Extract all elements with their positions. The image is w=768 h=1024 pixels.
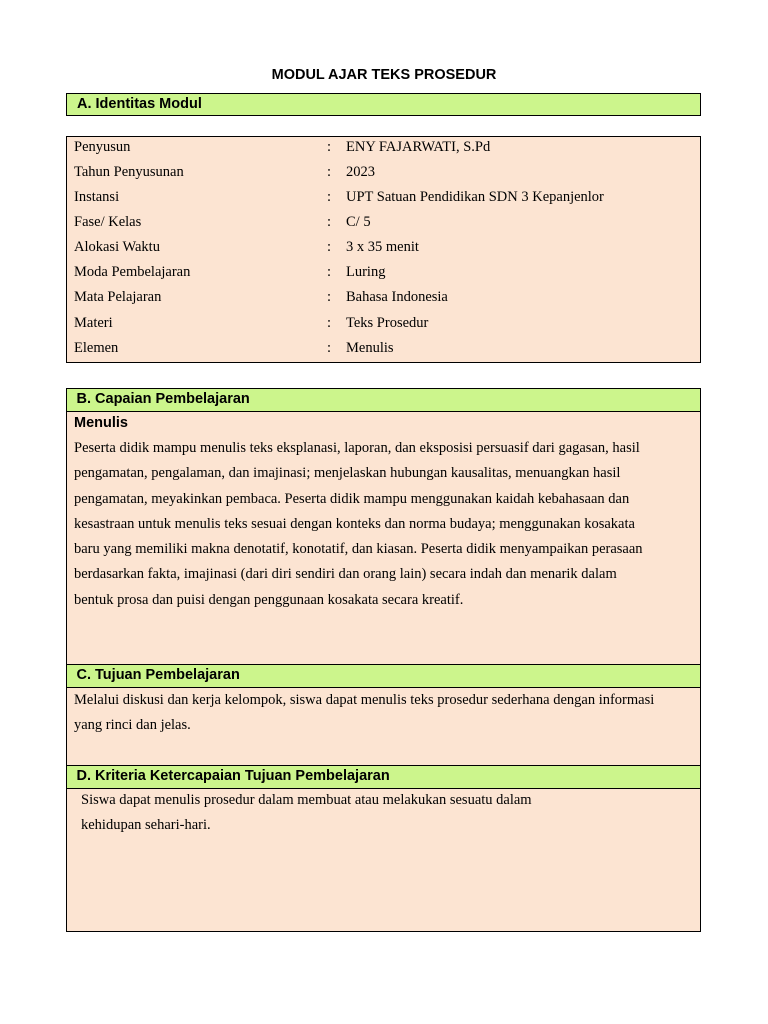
paragraph-line: baru yang memiliki makna denotatif, konotatif, dan kiasan. Peserta didik menyampaikan perasaan [74,541,643,558]
section-c-heading: C. Tujuan Pembelajaran [66,664,701,688]
section-b-heading: B. Capaian Pembelajaran [66,388,701,412]
paragraph-line: kehidupan sehari-hari. [81,817,211,834]
row-label: Moda Pembelajaran [74,264,191,280]
row-label: Elemen [74,340,119,356]
row-value: C/ 5 [346,214,371,230]
section-b-body [67,413,699,665]
row-value: 3 x 35 menit [346,239,419,255]
learning-sections [66,388,701,932]
row-value: Luring [346,264,386,280]
row-colon: : [327,189,332,205]
row-colon: : [327,264,332,280]
paragraph-line: Peserta didik mampu menulis teks eksplanasi, laporan, dan eksposisi persuasif dari gagasan, hasil [74,440,640,456]
row-colon: : [327,214,332,230]
paragraph-line: bentuk prosa dan puisi dengan penggunaan kosakata secara kreatif. [74,591,464,608]
row-value: Bahasa Indonesia [346,289,448,305]
row-value: Menulis [346,340,394,356]
section-b-subheading: Menulis [74,415,128,431]
row-value: ENY FAJARWATI, S.Pd [346,139,491,155]
section-d-paragraph [81,788,706,839]
paragraph-line: yang rinci dan jelas. [74,717,191,734]
section-a-heading: A. Identitas Modul [66,93,701,116]
row-label: Instansi [74,189,120,205]
paragraph-line: pengamatan, pengalaman, dan imajinasi; menjelaskan hubungan kausalitas, menuangkan hasil [74,465,621,482]
row-label: Penyusun [74,139,131,155]
paragraph-line: kesastraan untuk menulis teks sesuai dengan konteks dan norma budaya; menggunakan kosakata [74,515,635,532]
paragraph-line: Siswa dapat menulis prosedur dalam membuat atau melakukan sesuatu dalam [81,792,532,808]
section-c-paragraph [74,688,699,739]
row-value: UPT Satuan Pendidikan SDN 3 Kepanjenlor [346,189,604,205]
paragraph-line: Melalui diskusi dan kerja kelompok, siswa dapat menulis teks prosedur sederhana dengan informasi [74,692,655,708]
row-label: Mata Pelajaran [74,289,162,305]
row-colon: : [327,164,332,180]
row-label: Materi [74,315,113,331]
row-value: 2023 [346,164,375,180]
row-colon: : [327,315,332,331]
identity-table [66,136,701,363]
row-colon: : [327,239,332,255]
row-value: Teks Prosedur [346,315,429,331]
section-b-paragraph [74,436,699,613]
row-label: Fase/ Kelas [74,214,142,230]
row-label: Tahun Penyusunan [74,164,184,180]
row-colon: : [327,139,332,155]
document-title: MODUL AJAR TEKS PROSEDUR [271,67,497,83]
row-label: Alokasi Waktu [74,239,160,255]
paragraph-line: berdasarkan fakta, imajinasi (dari diri sendiri dan orang lain) secara indah dan menarik dalam [74,566,617,583]
row-colon: : [327,340,332,356]
row-colon: : [327,289,332,305]
section-d-heading: D. Kriteria Ketercapaian Tujuan Pembelajaran [66,765,701,789]
paragraph-line: pengamatan, meyakinkan pembaca. Peserta didik mampu menggunakan kaidah kebahasaan dan [74,490,630,507]
